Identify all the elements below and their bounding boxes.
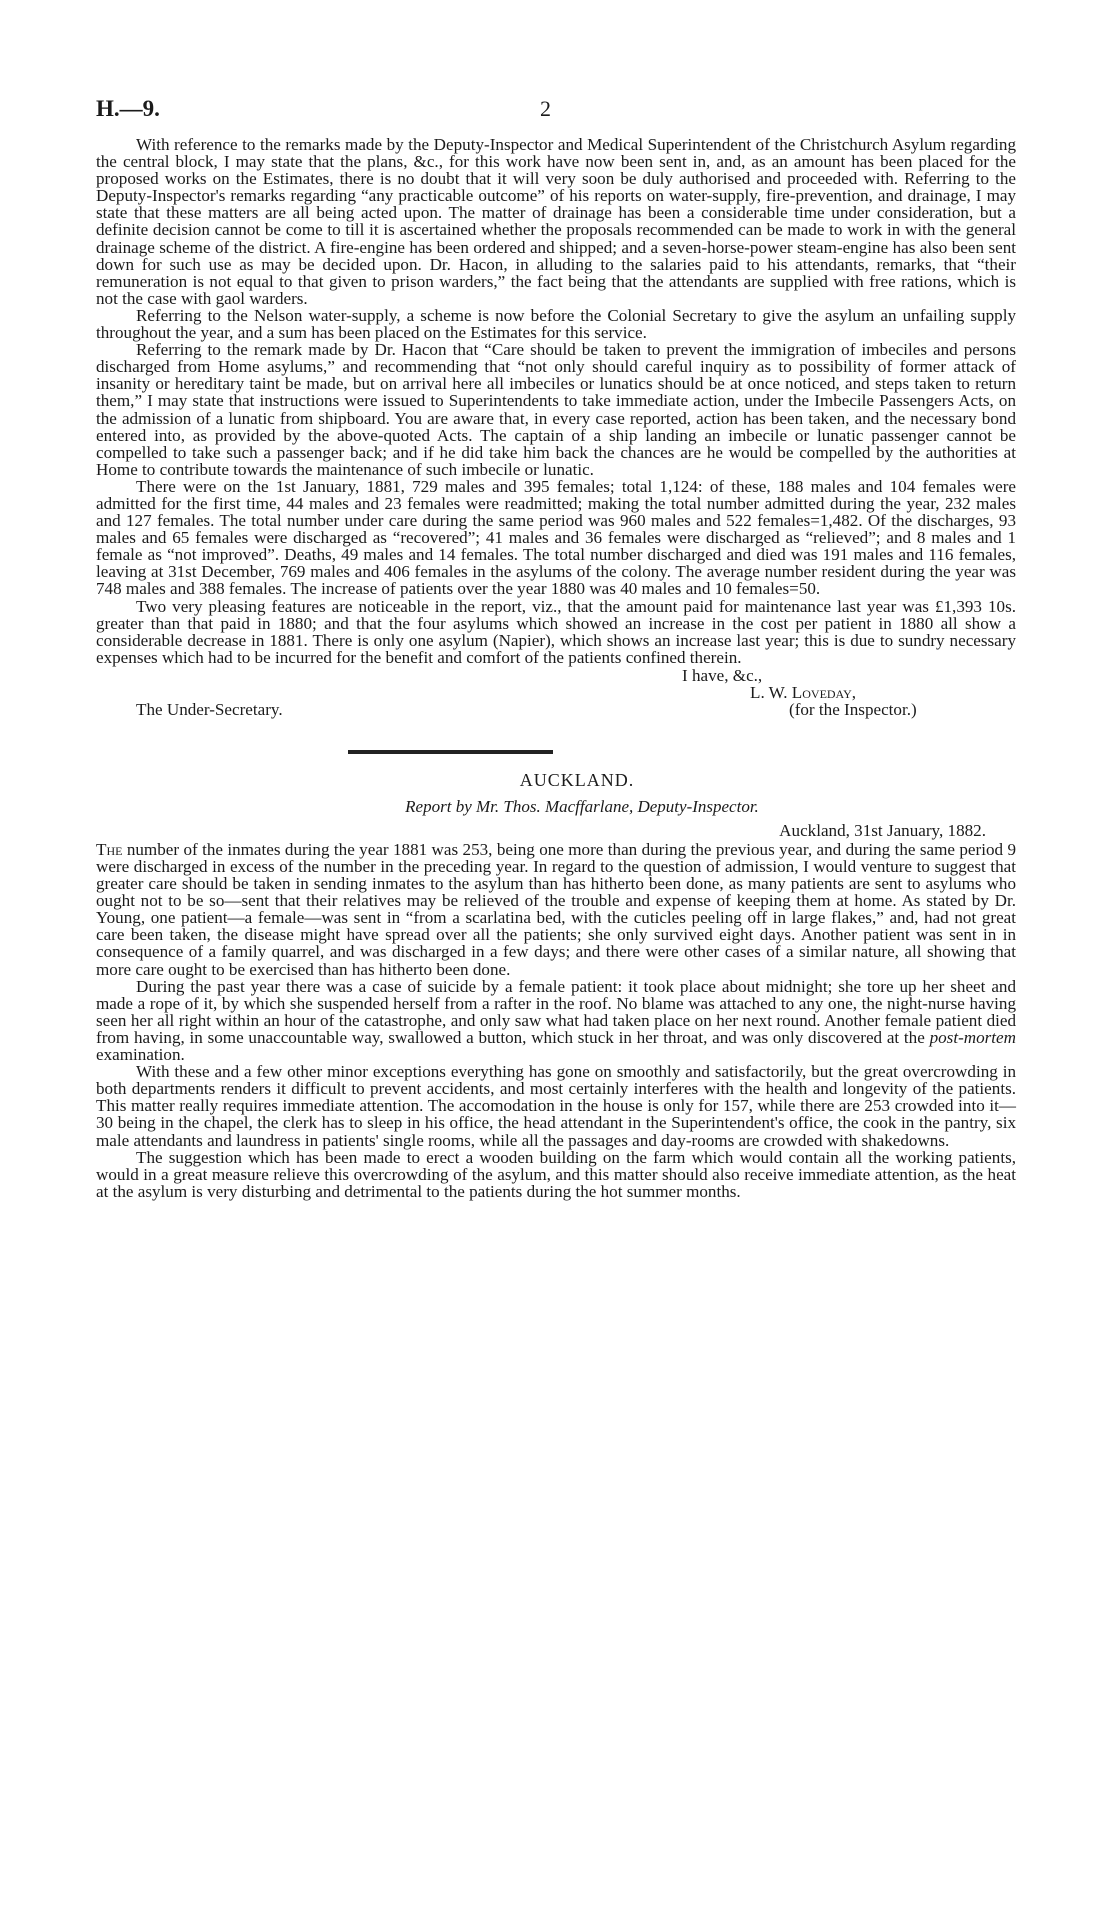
paragraph-overcrowding: With these and a few other minor exceptions everything has gone on smoothly and satisfactorily, but the great overcrowding in both departments renders it difficult to prevent accidents, and most certainly interferes with the health and longevity of the patients. This matter really requires immediate attention. The accomodation in the house is only for 157, while there are 253 crowded into it—30 being in the chapel, the clerk has to sleep in his office, the head attendant in the Superintendent's office, the cook in the pantry, six male attendants and laundress in patients' single rooms, while all the passages and day-rooms are crowded with shakedowns. (96, 1062, 1016, 1150)
paragraph-statistics: There were on the 1st January, 1881, 729 males and 395 females; total 1,124: of these, 188 males and 104 females were admitted for the first time, 44 males and 23 females were readmitted; making the total number admitted during the year, 232 males and 127 females. The total number under care during the same period was 960 males and 522 females=1,482. Of the discharges, 93 males and 65 females were discharged as “recovered”; 41 males and 36 females were discharged as “relieved”; and 8 males and 1 female as “not improved”. Deaths, 49 males and 14 females. The total number discharged and died was 191 males and 116 females, leaving at 31st December, 769 males and 406 females in the asylums of the colony. The average number resident during the year was 748 males and 388 females. The increase of patients over the year 1880 was 40 males and 10 females=50. (96, 476, 1016, 599)
page-number: 2 (540, 96, 551, 121)
paragraph-suicide (96, 978, 1016, 1063)
paragraph-immigration: Referring to the remark made by Dr. Hacon that “Care should be taken to prevent the immigration of imbeciles and persons discharged from Home asylums,” and recommending that “not only should careful inquiry as to possibility of former attack of insanity or hereditary taint be made, but on arrival here all imbeciles or lunatics should be at once noticed, and steps taken to return them,” I may state that instructions were issued to Superintendents to take immediate action, under the Imbecile Passengers Acts, on the admission of a lunatic from shipboard. You are aware that, in every case reported, action has been taken, and the necessary bond entered into, as provided by the above-quoted Acts. The captain of a ship landing an imbecile or lunatic passenger cannot be compelled to take such a passenger back; and if he did take him back the chances are he would be compelled by the authorities at Home to contribute towards the maintenance of such imbecile or lunatic. (96, 340, 1016, 479)
paragraph-suicide-text: During the past year there was a case of suicide by a female patient: it took place about midnight; she tore up her sheet and made a rope of it, by which she suspended herself from a rafter in the roof. No blame was attached to any one, the night-nurse having seen her all right within an hour of the catastrophe, and only saw what had taken place on her next round. Another female patient died from having, in some unaccountable way, swallowed a button, which stuck in her throat, and was only discovered at the (96, 976, 1016, 1047)
section-divider (348, 750, 553, 754)
paragraph-maintenance: Two very pleasing features are noticeable in the report, viz., that the amount paid for maintenance last year was £1,393 10s. greater than that paid in 1880; and that the four asylums which showed an increase in the cost per patient in 1880 all show a considerable decrease in 1881. There is only one asylum (Napier), which shows an increase last year; this is due to sundry necessary expenses which had to be incurred for the benefit and comfort of the patients confined therein. (96, 596, 1016, 667)
report-byline: Report by Mr. Thos. Macffarlane, Deputy-Inspector. (405, 796, 759, 816)
paragraph-suicide-end: examination. (96, 1045, 185, 1065)
document-page (96, 96, 1016, 1200)
signoff-role: (for the Inspector.) (789, 699, 917, 719)
section-title-auckland: AUCKLAND. (519, 769, 635, 790)
paragraph-nelson-water: Referring to the Nelson water-supply, a scheme is now before the Colonial Secretary to give the asylum an unfailing supply throughout the year, and a sum has been placed on the Estimates for this service. (96, 305, 1016, 343)
post-mortem-term: post-mortem (929, 1027, 1016, 1047)
dateline: Auckland, 31st January, 1882. (779, 820, 986, 840)
page-header (96, 96, 1016, 136)
paragraph-inmates (96, 841, 1016, 978)
paragraph-suggestion: The suggestion which has been made to erect a wooden building on the farm which would contain all the working patients, would in a great measure relieve this overcrowding of the asylum, and this matter should also receive immediate attention, as the heat at the asylum is very disturbing and detrimental to the patients during the hot summer months. (96, 1147, 1016, 1201)
document-reference: H.—9. (96, 96, 160, 121)
paragraph-inmates-text: number of the inmates during the year 1881 was 253, being one more than during the previous year, and during the same period 9 were discharged in excess of the number in the preceding year. In regard to the question of admission, I would venture to suggest that greater care should be taken in sending inmates to the asylum than has hitherto been done, as many patients are sent to asylums who ought not to be so—sent that their relatives may be relieved of the trouble and expense of keeping them at home. As stated by Dr. Young, one patient—a female—was sent in “from a scarlatina bed, with the cuticles peeling off in large flakes,” and, had not great care been taken, the disease might have spread over all the patients; she only survived eight days. Another patient was sent in in consequence of a family quarrel, and was discharged in a few days; and there were other cases of a similar nature, all showing that more care ought to be exercised than has hitherto been done. (96, 839, 1016, 979)
signoff-block (96, 666, 1016, 738)
signoff-addressee: The Under-Secretary. (136, 699, 283, 719)
paragraph-christchurch: With reference to the remarks made by the Deputy-Inspector and Medical Superintendent of the Christchurch Asylum regarding the central block, I may state that the plans, &c., for this work have now been sent in, and, as an amount has been placed for the proposed works on the Estimates, there is no doubt that it will very soon be duly authorised and proceeded with. Referring to the Deputy-Inspector's remarks regarding “any practicable outcome” of his reports on water-supply, fire-prevention, and drainage, I may state that these matters are all being acted upon. The matter of drainage has been a considerable time under consideration, but a definite decision cannot be come to till it is ascertained whether the proposals recommended can be made to work in with the general drainage scheme of the district. A fire-engine has been ordered and shipped; and a seven-horse-power steam-engine has also been sent down for such use as may be decided upon. Dr. Hacon, in alluding to the salaries paid to his attendants, remarks, that “their remuneration is not equal to that given to prison warders,” the fact being that the attendants are supplied with free rations, which is not the case with gaol warders. (96, 135, 1016, 308)
opening-word: The (96, 839, 123, 859)
signoff-closing: I have, &c., (682, 665, 763, 685)
signoff-name: L. W. Loveday, (750, 682, 857, 702)
